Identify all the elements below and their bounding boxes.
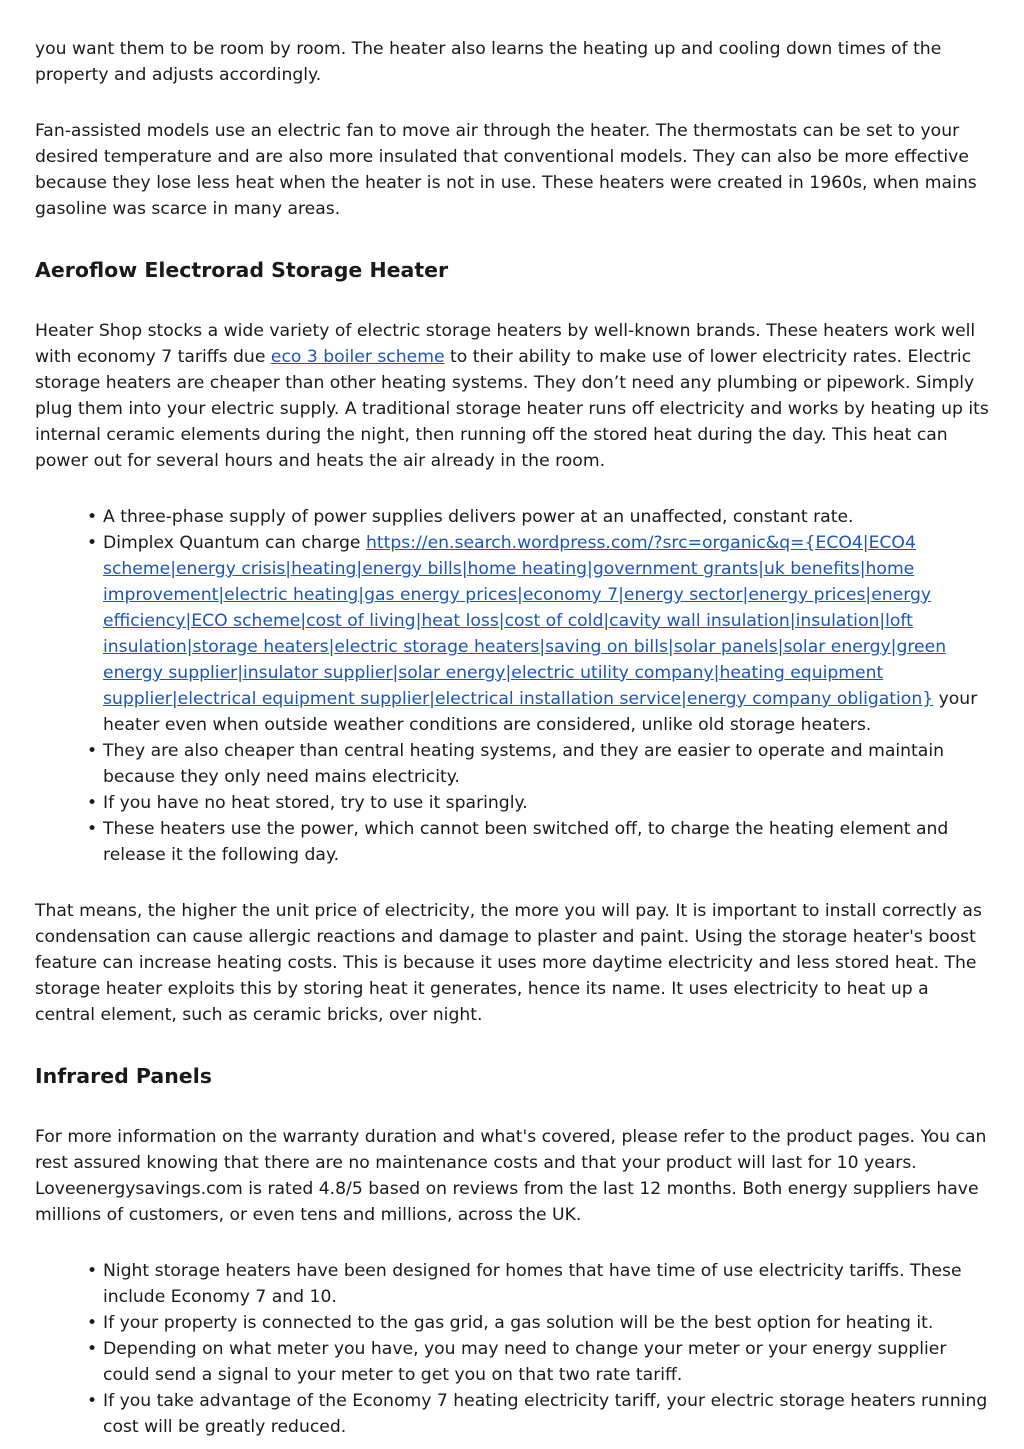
paragraph-text: Heater Shop stocks a wide variety of electric storage heaters by well-known brands. These heaters work well with economy 7 tariffs due (35, 321, 976, 367)
list-item-text: Dimplex Quantum can charge (103, 533, 366, 553)
list-item: • If you take advantage of the Economy 7 heating electricity tariff, your electric storage heaters running cost will be greatly reduced. (103, 1388, 990, 1440)
list-item: • If you have no heat stored, try to use it sparingly. (103, 790, 990, 816)
paragraph-fan-assisted: Fan-assisted models use an electric fan to move air through the heater. The thermostats can be set to your desired temperature and are also more insulated that conventional models. They can also be more effective because they lose less heat when the heater is not in use. These heaters were created in 1960s, when mains gasoline was scarce in many areas. (35, 121, 977, 219)
heading-infrared-panels: Infrared Panels (35, 1064, 212, 1088)
list-item: • If your property is connected to the gas grid, a gas solution will be the best option for heating it. (103, 1310, 990, 1336)
list-item: • They are also cheaper than central heating systems, and they are easier to operate and maintain because they only need mains electricity. (103, 738, 990, 790)
bullet-list-storage (35, 504, 990, 868)
paragraph-intro: you want them to be room by room. The heater also learns the heating up and cooling down times of the property and adjusts accordingly. (35, 39, 942, 85)
paragraph-warranty: For more information on the warranty duration and what's covered, please refer to the product pages. You can rest assured knowing that there are no maintenance costs and that your product will last for 10 years. Loveenergysavings.com is rated 4.8/5 based on reviews from the last 12 months. Both energy suppliers have millions of customers, or even tens and millions, across the UK. (35, 1127, 987, 1225)
wordpress-search-link[interactable]: https://en.search.wordpress.com/?src=organic&q={ECO4|ECO4 scheme|energy crisis|heating|energy bills|home heating|government grants|uk benefits|home improvement|electric heating|gas energy prices|economy 7|energy sector|energy prices|energy efficiency|ECO scheme|cost of living|heat loss|cost of cold|cavity wall insulation|insulation|loft insulation|storage heaters|electric storage heaters|saving on bills|solar panels|solar energy|green energy supplier|insulator supplier|solar energy|electric utility company|heating equipment supplier|electrical equipment supplier|electrical installation service|energy company obligation} (103, 533, 947, 709)
paragraph-unit-price: That means, the higher the unit price of electricity, the more you will pay. It is important to install correctly as condensation can cause allergic reactions and damage to plaster and paint. Using the storage heater's boost feature can increase heating costs. This is because it uses more daytime electricity and less stored heat. The storage heater exploits this by storing heat it generates, hence its name. It uses electricity to heat up a central element, such as ceramic bricks, over night. (35, 901, 982, 1025)
bullet-list-tariffs (35, 1258, 990, 1440)
eco-scheme-link[interactable]: eco 3 boiler scheme (270, 347, 445, 367)
list-item: • Night storage heaters have been designed for homes that have time of use electricity tariffs. These include Economy 7 and 10. (103, 1258, 990, 1310)
heading-aeroflow: Aeroflow Electrorad Storage Heater (35, 258, 449, 282)
list-item: • A three-phase supply of power supplies delivers power at an unaffected, constant rate. (103, 504, 990, 530)
paragraph-heater-shop (35, 318, 990, 474)
list-item: • Depending on what meter you have, you may need to change your meter or your energy supplier could send a signal to your meter to get you on that two rate tariff. (103, 1336, 990, 1388)
paragraph-text: to their ability to make use of lower electricity rates. Electric storage heaters are cheaper than other heating systems. They don’t need any plumbing or pipework. Simply plug them into your electric supply. A traditional storage heater runs off electricity and works by heating up its internal ceramic elements during the night, then running off the stored heat during the day. This heat can power out for several hours and heats the air already in the room. (35, 347, 989, 471)
list-item: • These heaters use the power, which cannot been switched off, to charge the heating element and release it the following day. (103, 816, 990, 868)
list-item-text: your heater even when outside weather conditions are considered, unlike old storage heaters. (103, 689, 978, 735)
list-item (103, 530, 990, 738)
